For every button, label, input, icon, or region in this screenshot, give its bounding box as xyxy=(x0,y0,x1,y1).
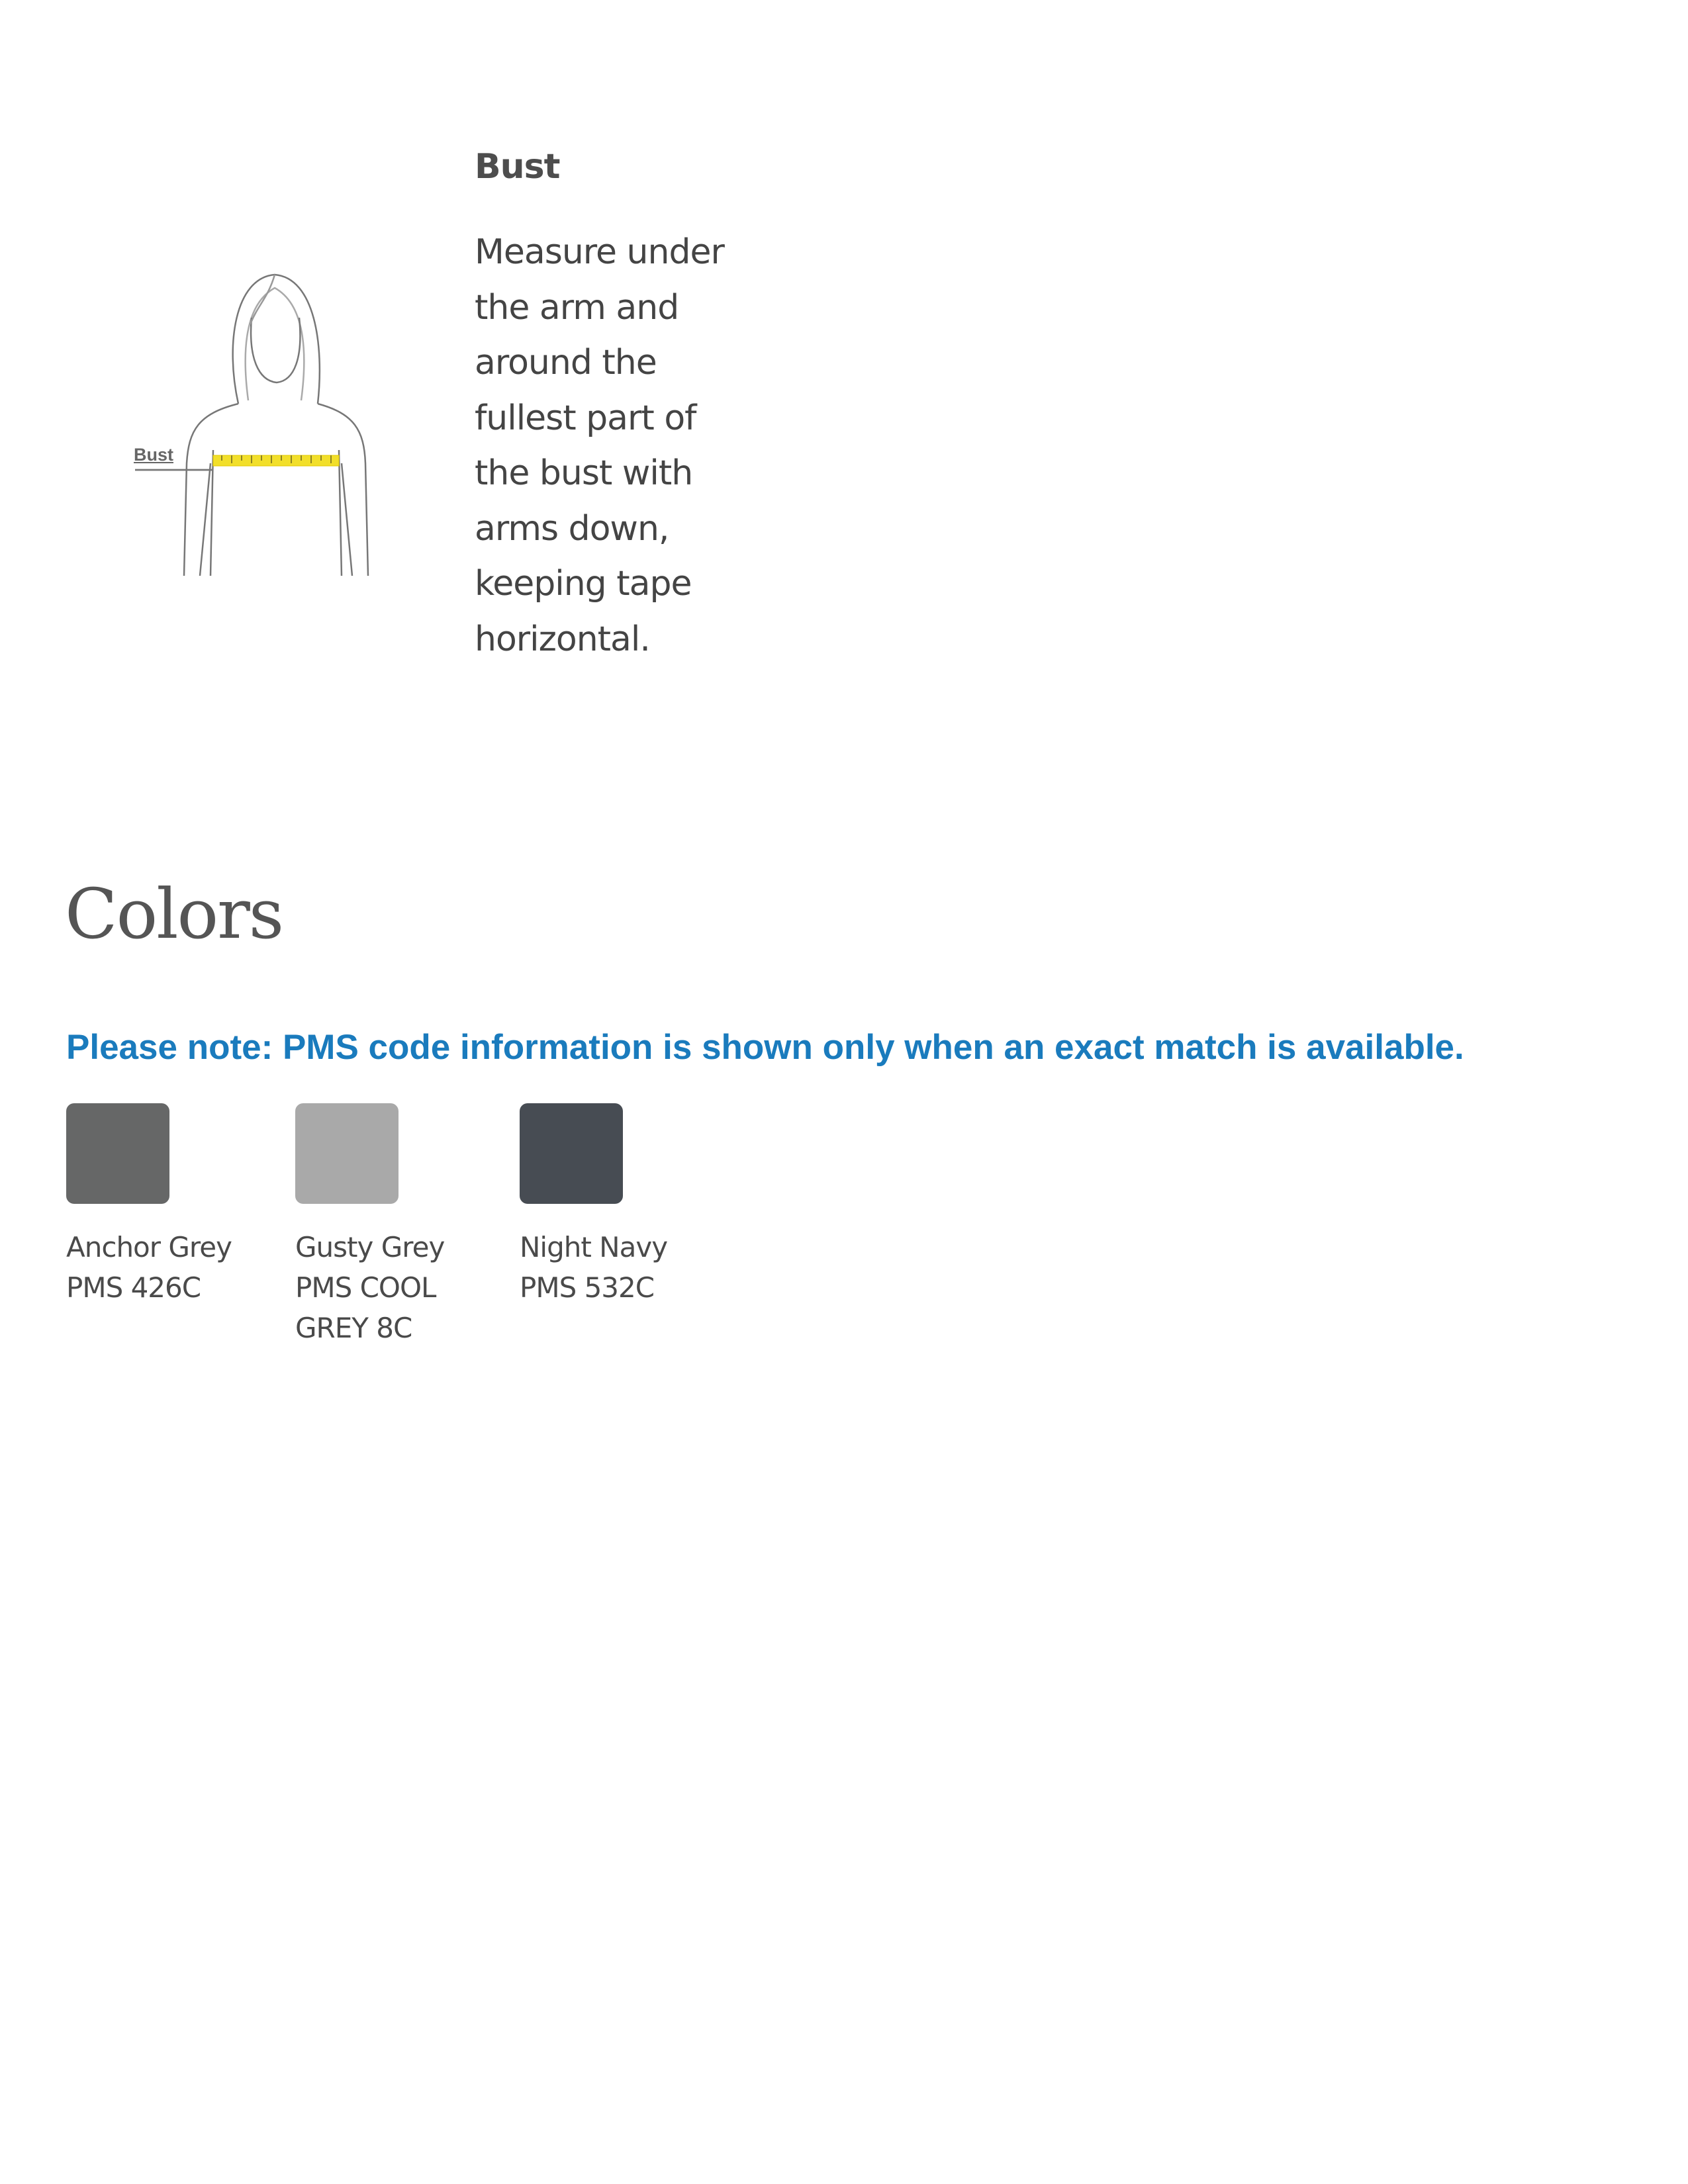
description-line: fullest part of xyxy=(475,398,696,438)
pms-code: PMS 426C xyxy=(66,1271,201,1304)
description-line: arms down, xyxy=(475,508,669,549)
pms-code: PMS COOL xyxy=(295,1271,436,1304)
colors-heading: Colors xyxy=(65,874,283,954)
color-swatch-anchor-grey xyxy=(66,1103,265,1308)
description-line: keeping tape xyxy=(475,564,692,604)
pms-code: PMS 532C xyxy=(520,1271,655,1304)
description-line: the bust with xyxy=(475,453,693,493)
swatch-chip xyxy=(520,1103,623,1204)
swatch-chip xyxy=(66,1103,169,1204)
pms-note: Please note: PMS code information is shown only when an exact match is available. xyxy=(66,1028,1464,1067)
description-line: Measure under xyxy=(475,232,724,272)
description-line: the arm and xyxy=(475,287,679,328)
color-swatch-gusty-grey xyxy=(295,1103,494,1348)
swatch-chip xyxy=(295,1103,399,1204)
color-name: Anchor Grey xyxy=(66,1231,232,1263)
bust-measurement-illustration xyxy=(126,265,391,576)
pms-code: GREY 8C xyxy=(295,1312,412,1344)
color-name: Gusty Grey xyxy=(295,1231,445,1263)
bust-description xyxy=(475,225,819,667)
figure-bust-label: Bust xyxy=(134,445,173,465)
description-line: around the xyxy=(475,343,657,383)
color-name: Night Navy xyxy=(520,1231,668,1263)
bust-heading: Bust xyxy=(475,147,560,187)
color-swatch-night-navy xyxy=(520,1103,718,1308)
description-line: horizontal. xyxy=(475,619,650,659)
